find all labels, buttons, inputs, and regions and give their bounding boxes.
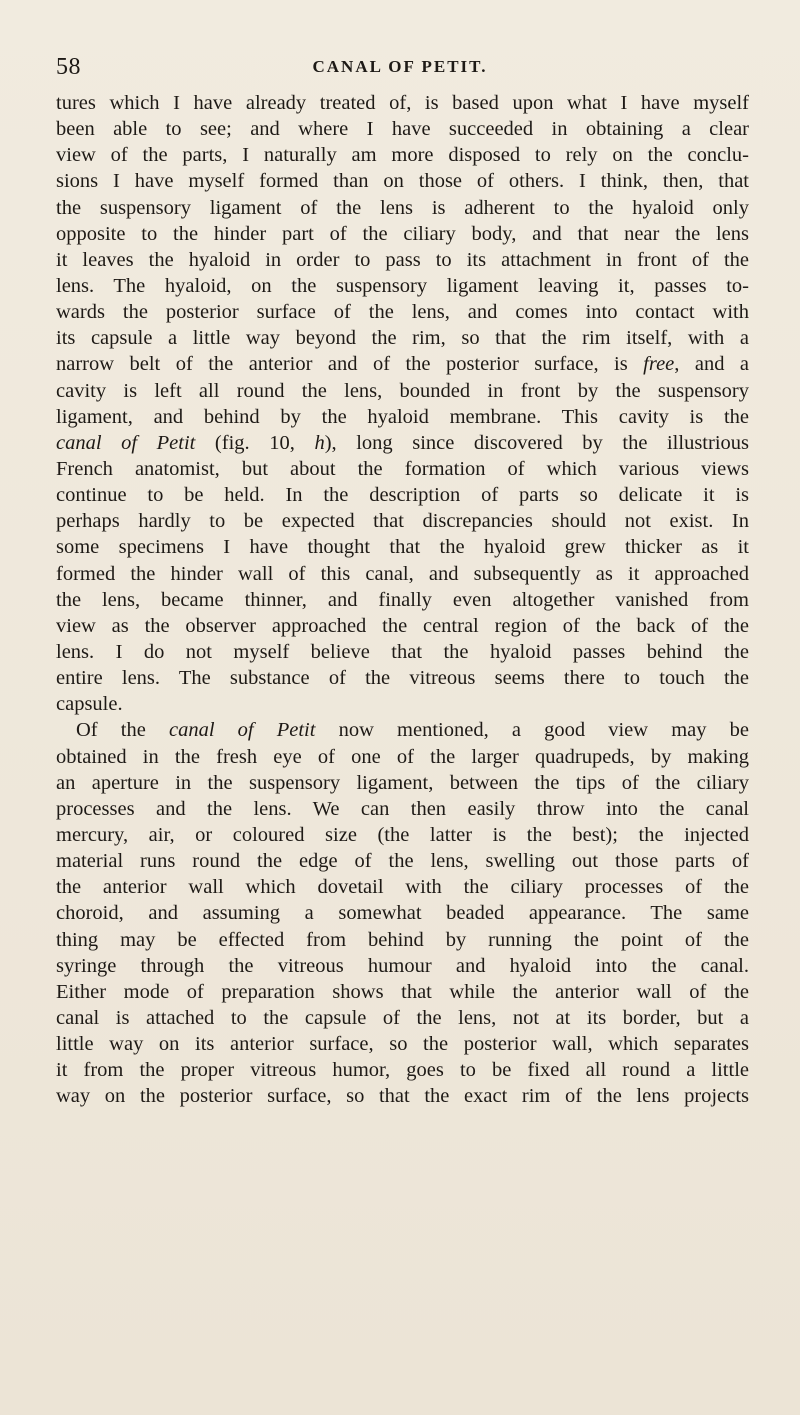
text-segment: it leaves the hyaloid in order to pass to its attachment in front of the — [56, 248, 749, 271]
text-line — [56, 142, 749, 168]
text-segment: material runs round the edge of the lens, swelling out those parts of — [56, 850, 749, 873]
text-segment: choroid, and assuming a somewhat beaded appearance. The same — [56, 902, 749, 925]
text-line — [56, 587, 749, 613]
text-segment: lens. The hyaloid, on the suspensory ligament leaving it, passes to- — [56, 274, 749, 297]
text-line — [56, 534, 749, 560]
text-line — [56, 613, 749, 639]
text-segment: now mentioned, a good view may be — [315, 719, 749, 742]
text-segment: narrow belt of the anterior and of the posterior surface, is — [56, 353, 644, 376]
text-line — [56, 247, 749, 273]
text-line — [56, 456, 749, 482]
text-segment: opposite to the hinder part of the ciliary body, and that near the lens — [56, 222, 749, 245]
text-line — [56, 273, 749, 299]
text-line — [56, 796, 749, 822]
text-line — [56, 1083, 749, 1109]
text-segment: capsule. — [56, 693, 123, 716]
running-head: CANAL OF PETIT. — [312, 57, 488, 76]
text-segment: cavity is left all round the lens, bounded in front by the suspensory — [56, 379, 749, 402]
page-number: 58 — [56, 54, 81, 80]
text-segment: an aperture in the suspensory ligament, between the tips of the ciliary — [56, 771, 749, 794]
text-line — [56, 325, 749, 351]
text-segment: the anterior wall which dovetail with the ciliary processes of the — [56, 876, 749, 899]
text-line — [56, 482, 749, 508]
page-header — [56, 50, 744, 84]
text-line — [56, 221, 749, 247]
text-segment: ligament, and behind by the hyaloid membrane. This cavity is the — [56, 405, 749, 428]
text-line — [56, 1031, 749, 1057]
text-line — [56, 665, 749, 691]
text-segment: continue to be held. In the description of parts so delicate it is — [56, 484, 749, 507]
text-segment: French anatomist, but about the formation of which various views — [56, 457, 749, 480]
text-segment: sions I have myself formed than on those of others. I think, then, that — [56, 170, 749, 193]
text-line — [56, 508, 749, 534]
body-text — [56, 90, 749, 1109]
text-segment: thing may be effected from behind by running the point of the — [56, 928, 749, 951]
text-segment: syringe through the vitreous humour and hyaloid into the canal. — [56, 954, 749, 977]
text-segment: its capsule a little way beyond the rim, so that the rim itself, with a — [56, 327, 749, 350]
text-segment: view as the observer approached the central region of the back of the — [56, 614, 749, 637]
text-line — [56, 639, 749, 665]
text-line — [56, 770, 749, 796]
text-line — [56, 404, 749, 430]
text-line — [56, 1057, 749, 1083]
text-segment: entire lens. The substance of the vitreous seems there to touch the — [56, 667, 749, 690]
text-segment: canal is attached to the capsule of the lens, not at its border, but a — [56, 1006, 749, 1029]
text-line — [56, 378, 749, 404]
text-line — [56, 953, 749, 979]
text-segment: way on the posterior surface, so that the exact rim of the lens projects — [56, 1085, 749, 1108]
italic-text: h — [314, 431, 325, 454]
text-segment: Of the — [76, 719, 169, 742]
text-line — [56, 717, 749, 743]
text-line — [56, 299, 749, 325]
text-segment: tures which I have already treated of, is based upon what I have myself — [56, 92, 749, 114]
text-line — [56, 927, 749, 953]
text-line — [56, 195, 749, 221]
text-segment: some specimens I have thought that the hyaloid grew thicker as it — [56, 536, 749, 559]
text-segment: the lens, became thinner, and finally even altogether vanished from — [56, 588, 749, 611]
text-line — [56, 1005, 749, 1031]
text-line — [56, 351, 749, 377]
text-line — [56, 848, 749, 874]
text-segment: obtained in the fresh eye of one of the larger quadrupeds, by making — [56, 745, 749, 768]
text-line — [56, 874, 749, 900]
text-segment: ), long since discovered by the illustrious — [324, 431, 749, 454]
text-line — [56, 90, 749, 116]
italic-text: free — [643, 353, 675, 376]
text-line — [56, 744, 749, 770]
text-segment: lens. I do not myself believe that the hyaloid passes behind the — [56, 640, 749, 663]
text-segment: wards the posterior surface of the lens, and comes into contact with — [56, 301, 749, 324]
text-line — [56, 168, 749, 194]
text-line — [56, 116, 749, 142]
text-line — [56, 822, 749, 848]
text-segment: the suspensory ligament of the lens is adherent to the hyaloid only — [56, 196, 749, 219]
text-line — [56, 691, 749, 717]
text-line — [56, 979, 749, 1005]
text-line — [56, 430, 749, 456]
text-segment: perhaps hardly to be expected that discrepancies should not exist. In — [56, 510, 749, 533]
text-segment: it from the proper vitreous humor, goes to be fixed all round a little — [56, 1059, 749, 1082]
text-line — [56, 561, 749, 587]
text-segment: processes and the lens. We can then easily throw into the canal — [56, 797, 749, 820]
text-segment: been able to see; and where I have succeeded in obtaining a clear — [56, 118, 749, 141]
text-segment: Either mode of preparation shows that while the anterior wall of the — [56, 980, 749, 1003]
text-line — [56, 900, 749, 926]
italic-text: canal of Petit — [168, 719, 316, 742]
text-segment: (fig. 10, — [195, 431, 315, 454]
text-segment: little way on its anterior surface, so the posterior wall, which separates — [56, 1033, 749, 1056]
text-segment: , and a — [674, 353, 749, 376]
text-segment: formed the hinder wall of this canal, and subsequently as it approached — [56, 562, 749, 585]
text-segment: view of the parts, I naturally am more disposed to rely on the conclu- — [56, 144, 749, 167]
italic-text: canal of Petit — [56, 431, 196, 454]
text-segment: mercury, air, or coloured size (the latter is the best); the injected — [56, 823, 749, 846]
